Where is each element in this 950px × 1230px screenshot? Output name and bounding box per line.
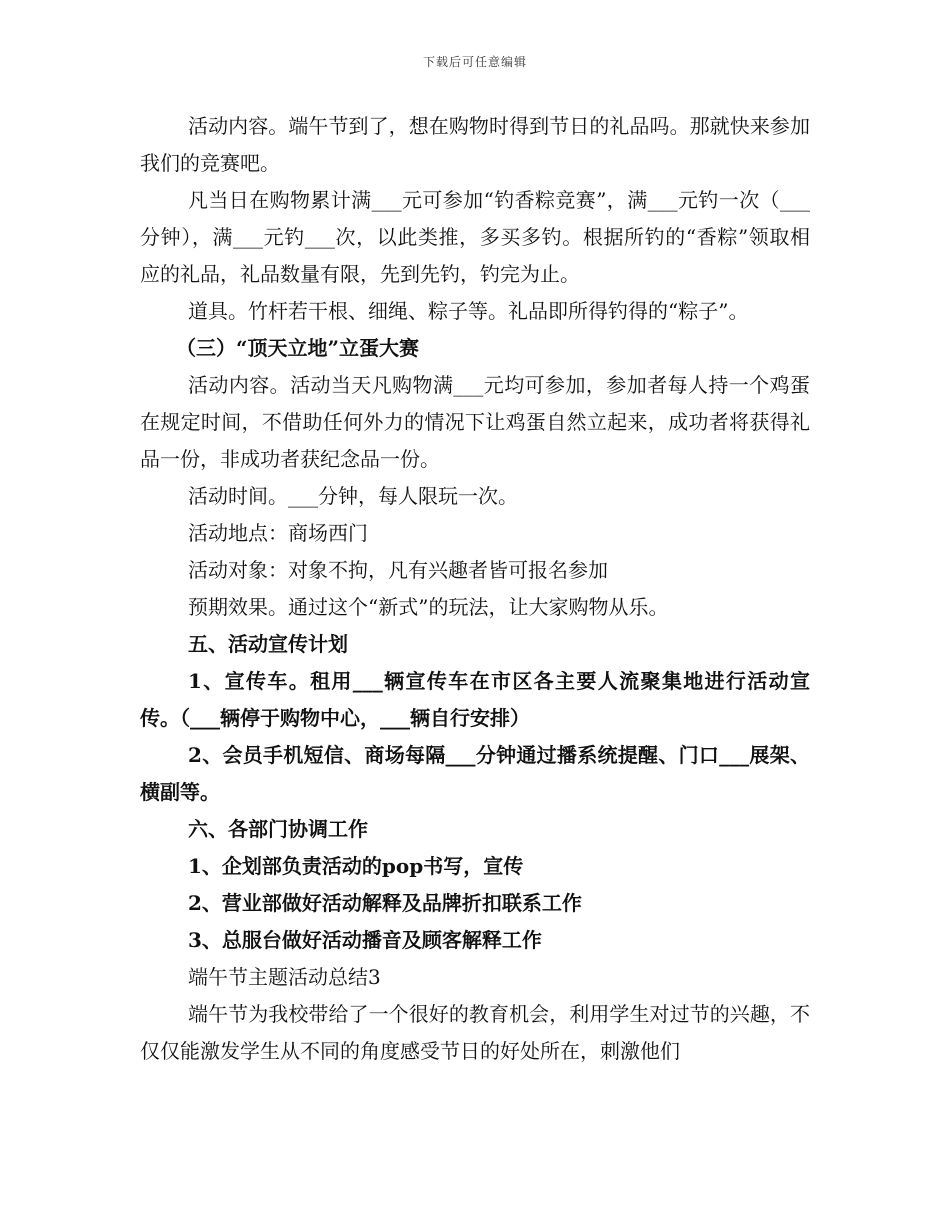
list-item-planning-dept: 1、企划部负责活动的pop书写，宣传 bbox=[188, 854, 524, 878]
paragraph-activity-content-1: 活动内容。端午节到了，想在购物时得到节日的礼品吗。那就快来参加我们的竞赛吧。 bbox=[140, 114, 810, 175]
paragraph-expected-effect: 预期效果。通过这个“新式”的玩法，让大家购物从乐。 bbox=[188, 595, 669, 619]
section-heading-egg-contest: （三）“顶天立地”立蛋大赛 bbox=[176, 336, 420, 360]
page-header: 下载后可任意编辑 bbox=[422, 55, 527, 69]
paragraph-activity-time: 活动时间。___分钟，每人限玩一次。 bbox=[188, 484, 518, 508]
list-item-promotion-car: 1、宣传车。租用___辆宣传车在市区各主要人流聚集地进行活动宣传。（___辆停于购物中心，___辆自行安排） bbox=[140, 669, 810, 730]
list-item-sms-broadcast: 2、会员手机短信、商场每隔___分钟通过播系统提醒、门口___展架、横副等。 bbox=[140, 743, 810, 804]
section-heading-department-coordination: 六、各部门协调工作 bbox=[188, 817, 368, 841]
section-heading-promotion-plan: 五、活动宣传计划 bbox=[188, 632, 348, 656]
paragraph-activity-location: 活动地点：商场西门 bbox=[188, 521, 368, 545]
list-item-sales-dept: 2、营业部做好活动解释及品牌折扣联系工作 bbox=[188, 891, 582, 915]
paragraph-activity-audience: 活动对象：对象不拘，凡有兴趣者皆可报名参加 bbox=[188, 558, 608, 582]
document-body bbox=[140, 108, 810, 1070]
paragraph-props: 道具。竹杆若干根、细绳、粽子等。礼品即所得钓得的“粽子”。 bbox=[188, 299, 749, 323]
list-item-service-desk: 3、总服台做好活动播音及顾客解释工作 bbox=[188, 928, 542, 952]
paragraph-summary-body: 端午节为我校带给了一个很好的教育机会，利用学生对过节的兴趣，不仅仅能激发学生从不同的角度感受节日的好处所在，刺激他们 bbox=[140, 1002, 810, 1063]
paragraph-egg-contest-content: 活动内容。活动当天凡购物满___元均可参加，参加者每人持一个鸡蛋在规定时间，不借助任何外力的情况下让鸡蛋自然立起来，成功者将获得礼品一份，非成功者获纪念品一份。 bbox=[140, 373, 810, 471]
paragraph-summary-title: 端午节主题活动总结3 bbox=[188, 965, 381, 989]
paragraph-fishing-rules: 凡当日在购物累计满___元可参加“钓香粽竞赛”，满___元钓一次（___分钟），满___元钓___次，以此类推，多买多钓。根据所钓的“香粽”领取相应的礼品，礼品数量有限，先到先钓，钓完为止。 bbox=[140, 188, 810, 286]
